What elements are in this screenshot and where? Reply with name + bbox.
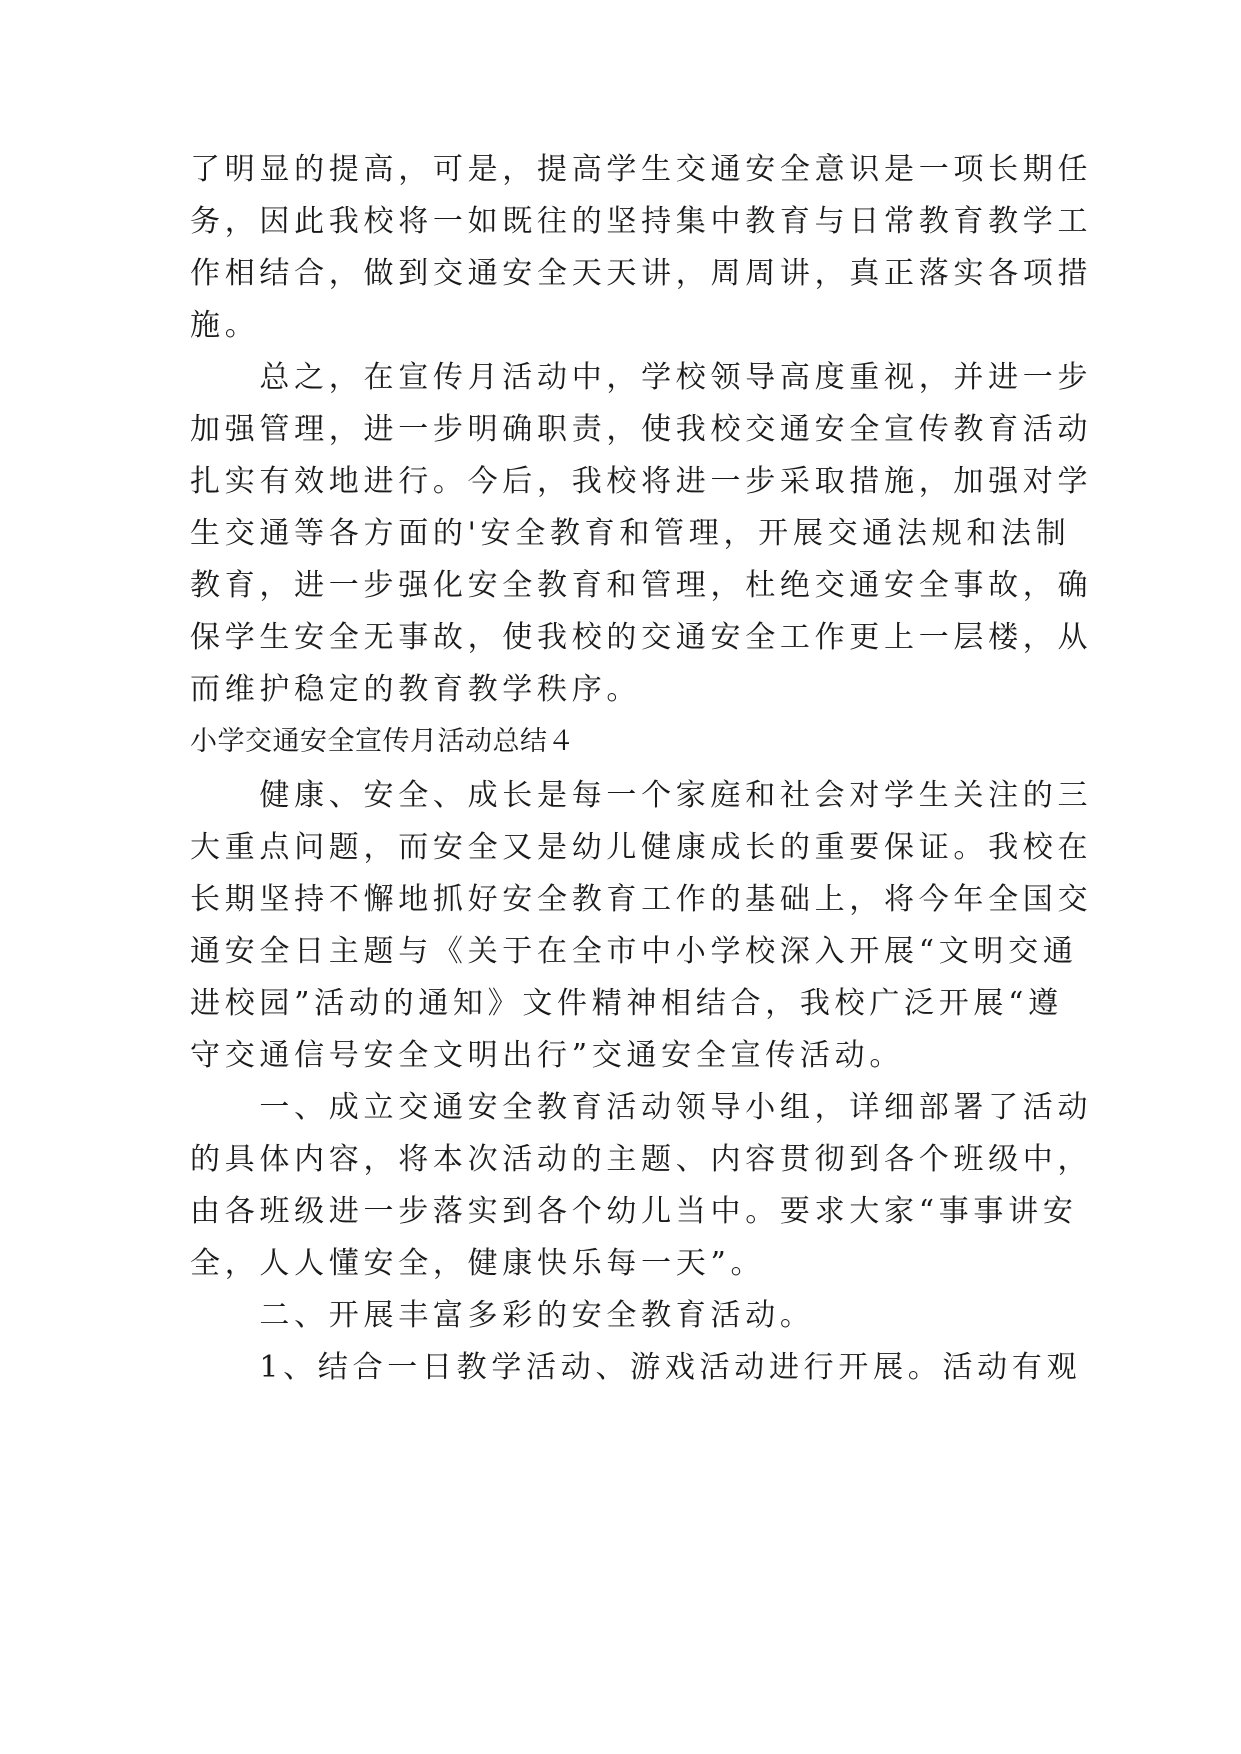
text-line: 由各班级进一步落实到各个幼儿当中。要求大家“事事讲安 — [190, 1194, 1078, 1229]
text-line: 进校园”活动的通知》文件精神相结合，我校广泛开展“遵 — [190, 986, 1063, 1021]
text-line: 扎实有效地进行。今后，我校将进一步采取措施，加强对学 — [190, 464, 1093, 499]
text-line: 守交通信号安全文明出行”交通安全宣传活动。 — [190, 1038, 905, 1073]
text-line: 健康、安全、成长是每一个家庭和社会对学生关注的三 — [190, 778, 1093, 813]
text-line: 总之，在宣传月活动中，学校领导高度重视，并进一步 — [190, 360, 1093, 395]
text-line: 作相结合，做到交通安全天天讲，周周讲，真正落实各项措 — [190, 256, 1093, 291]
text-line: 教育，进一步强化安全教育和管理，杜绝交通安全事故，确 — [190, 568, 1093, 603]
text-line: 保学生安全无事故，使我校的交通安全工作更上一层楼，从 — [190, 620, 1093, 655]
text-line: 二、开展丰富多彩的安全教育活动。 — [190, 1298, 815, 1333]
text-line: 务，因此我校将一如既往的坚持集中教育与日常教育教学工 — [190, 204, 1093, 239]
text-line: 加强管理，进一步明确职责，使我校交通安全宣传教育活动 — [190, 412, 1093, 447]
text-line: 大重点问题，而安全又是幼儿健康成长的重要保证。我校在 — [190, 830, 1093, 865]
text-line: 通安全日主题与《关于在全市中小学校深入开展“文明交通 — [190, 934, 1078, 969]
text-line: 的具体内容，将本次活动的主题、内容贯彻到各个班级中， — [190, 1142, 1093, 1177]
text-line: 长期坚持不懈地抓好安全教育工作的基础上，将今年全国交 — [190, 882, 1093, 917]
text-line: 而维护稳定的教育教学秩序。 — [190, 672, 642, 707]
text-line: 了明显的提高，可是，提高学生交通安全意识是一项长期任 — [190, 152, 1093, 187]
text-line: 生交通等各方面的'安全教育和管理，开展交通法规和法制 — [190, 516, 1071, 551]
text-line: 一、成立交通安全教育活动领导小组，详细部署了活动 — [190, 1090, 1093, 1125]
text-line: 施。 — [190, 308, 260, 343]
text-line: 1、结合一日教学活动、游戏活动进行开展。活动有观 — [190, 1350, 1082, 1385]
section-heading: 小学交通安全宣传月活动总结４ — [190, 726, 575, 757]
text-line: 全，人人懂安全，健康快乐每一天”。 — [190, 1246, 766, 1281]
